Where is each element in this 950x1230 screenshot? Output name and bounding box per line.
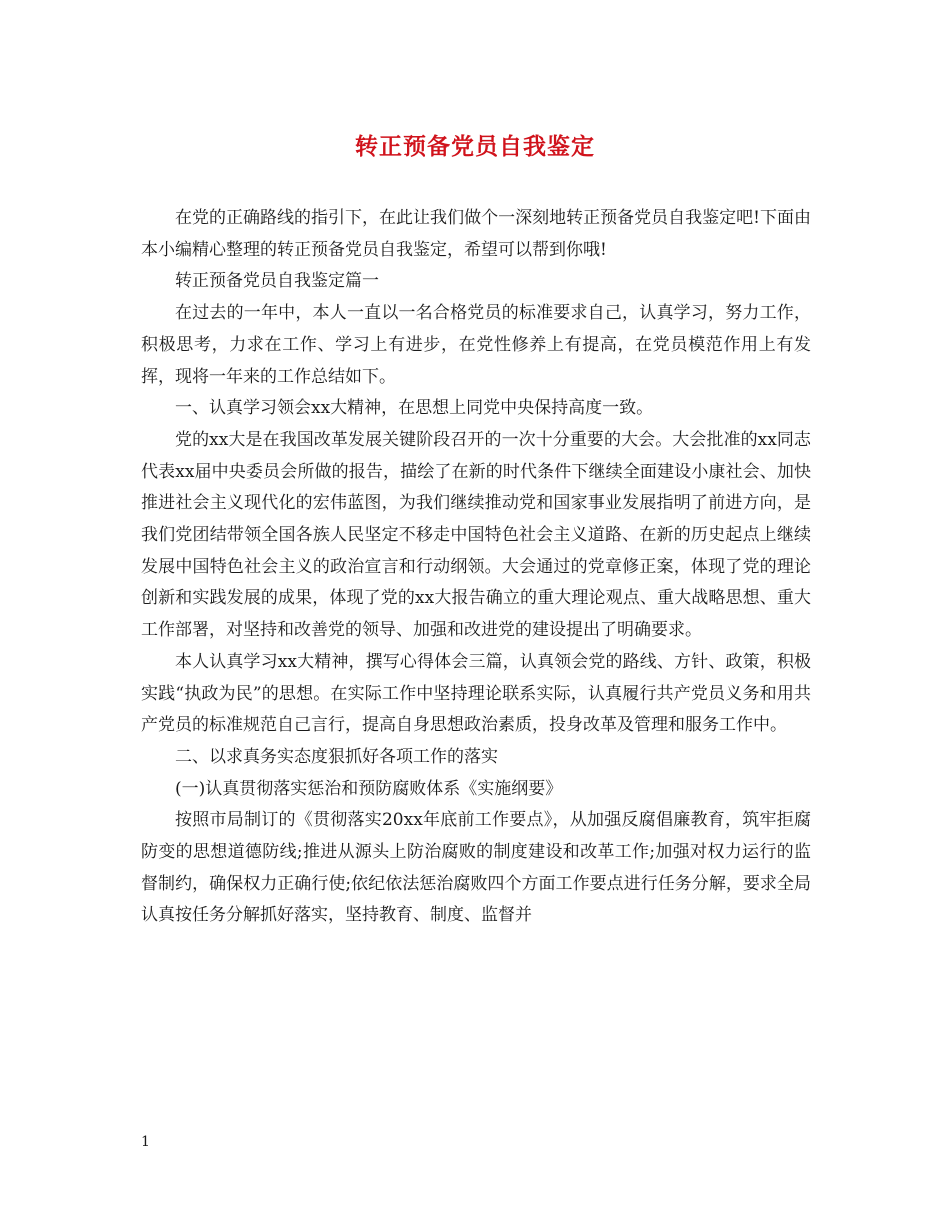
page-number: 1 [141, 1134, 150, 1150]
section-heading-two: 二、以求真务实态度狠抓好各项工作的落实 [175, 746, 498, 767]
paragraph-study: 本人认真学习xx大精神，撰写心得体会三篇，认真领会党的路线、方针、政策，积极实践“执政为民”的思想。在实际工作中坚持理论联系实际，认真履行共产党员义务和用共产党员的标准规范自己言行，提高自身思想政治素质，投身改革及管理和服务工作中。 [141, 651, 811, 736]
subsection-heading-one: (一)认真贯彻落实惩治和预防腐败体系《实施纲要》 [175, 778, 563, 799]
document-title: 转正预备党员自我鉴定 [355, 133, 595, 160]
document-body [141, 203, 811, 932]
section-heading-one: 一、认真学习领会xx大精神，在思想上同党中央保持高度一致。 [175, 398, 654, 419]
paragraph-intro: 在党的正确路线的指引下，在此让我们做个一深刻地转正预备党员自我鉴定吧!下面由本小编精心整理的转正预备党员自我鉴定，希望可以帮到你哦! [141, 208, 811, 260]
section-heading-part-one: 转正预备党员自我鉴定篇一 [175, 271, 379, 292]
paragraph-summary: 在过去的一年中，本人一直以一名合格党员的标准要求自己，认真学习，努力工作，积极思考，力求在工作、学习上有进步，在党性修养上有提高，在党员模范作用上有发挥，现将一年来的工作总结如下。 [141, 303, 811, 387]
paragraph-congress: 党的xx大是在我国改革发展关键阶段召开的一次十分重要的大会。大会批准的xx同志代表xx届中央委员会所做的报告，描绘了在新的时代条件下继续全面建设小康社会、加快推进社会主义现代化的宏伟蓝图，为我们继续推动党和国家事业发展指明了前进方向，是我们党团结带领全国各族人民坚定不移走中国特色社会主义道路、在新的历史起点上继续发展中国特色社会主义的政治宣言和行动纲领。大会通过的党章修正案，体现了党的理论创新和实践发展的成果，体现了党的xx大报告确立的重大理论观点、重大战略思想、重大工作部署，对坚持和改善党的领导、加强和改进党的建设提出了明确要求。 [141, 429, 811, 641]
paragraph-implementation: 按照市局制订的《贯彻落实20xx年底前工作要点》，从加强反腐倡廉教育，筑牢拒腐防变的思想道德防线;推进从源头上防治腐败的制度建设和改革工作;加强对权力运行的监督制约，确保权力正确行使;依纪依法惩治腐败四个方面工作要点进行任务分解，要求全局认真按任务分解抓好落实，坚持教育、制度、监督并 [141, 810, 811, 926]
